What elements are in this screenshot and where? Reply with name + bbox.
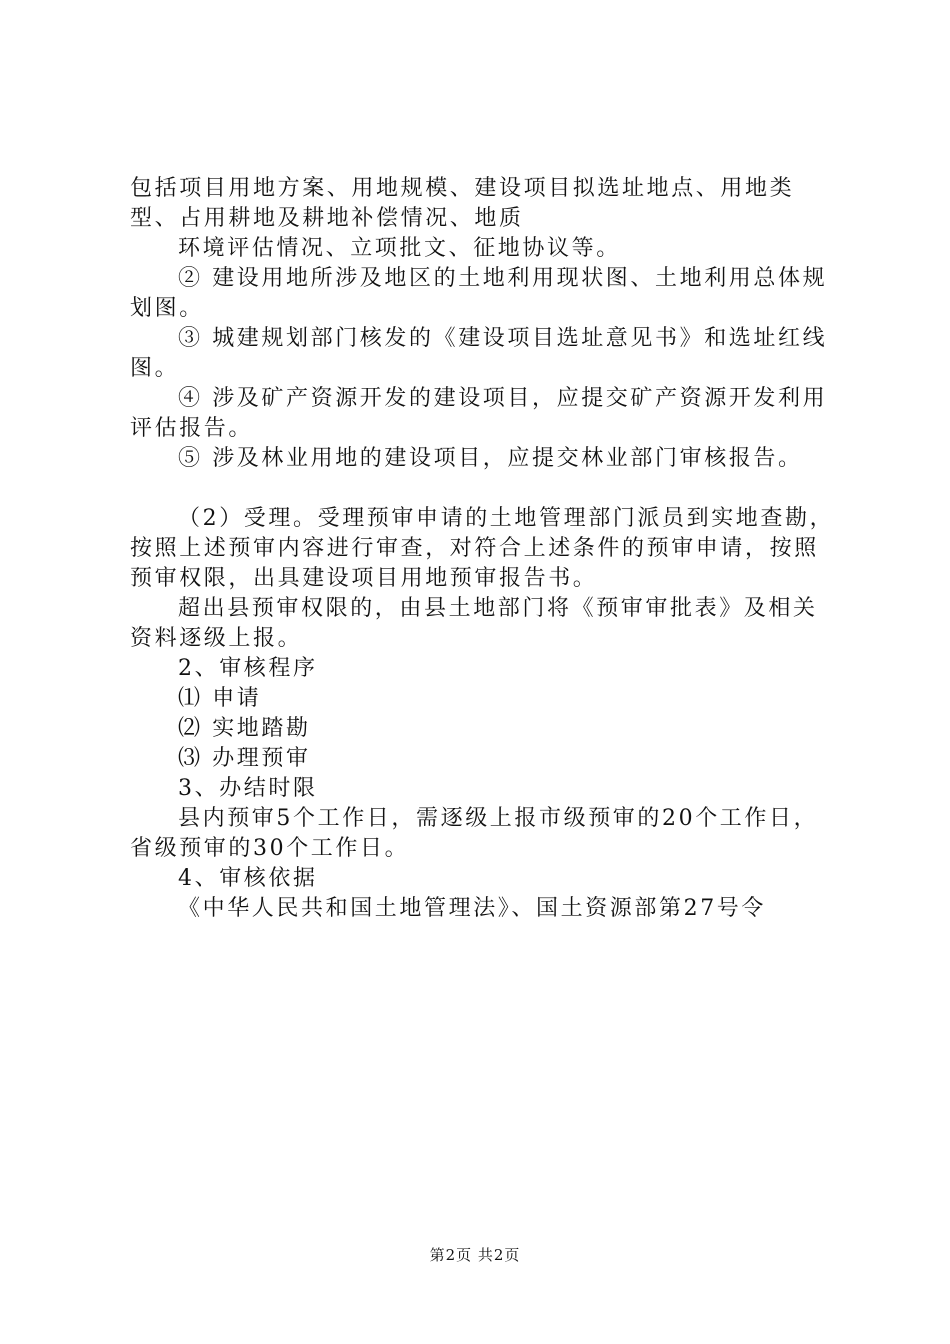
paragraph-item-3: ③ 城建规划部门核发的《建设项目选址意见书》和选址红线图。 xyxy=(130,326,828,381)
paragraph-time-limit: 县内预审5个工作日，需逐级上报市级预审的20个工作日，省级预审的30个工作日。 xyxy=(130,806,819,861)
procedure-step-1: ⑴ 申请 xyxy=(178,686,262,711)
paragraph-acceptance: （2）受理。受理预审申请的土地管理部门派员到实地查勘，按照上述预审内容进行审查，对符合上述条件的预审申请，按照预审权限，出具建设项目用地预审报告书。 xyxy=(130,506,835,591)
document-body xyxy=(130,174,835,924)
paragraph-spacer xyxy=(130,474,835,504)
paragraph-materials-list: 包括项目用地方案、用地规模、建设项目拟选址地点、用地类型、占用耕地及耕地补偿情况、地质 xyxy=(130,176,795,231)
paragraph-materials-list-continued: 环境评估情况、立项批文、征地协议等。 xyxy=(178,236,621,261)
page-number-footer: 第2页 共2页 xyxy=(429,1246,521,1264)
paragraph-item-5: ⑤ 涉及林业用地的建设项目，应提交林业部门审核报告。 xyxy=(178,446,803,471)
paragraph-item-4: ④ 涉及矿产资源开发的建设项目，应提交矿产资源开发利用评估报告。 xyxy=(130,386,828,441)
paragraph-review-basis: 《中华人民共和国土地管理法》、国土资源部第27号令 xyxy=(178,896,766,921)
heading-review-procedure: 2、审核程序 xyxy=(178,656,318,681)
heading-review-basis: 4、审核依据 xyxy=(178,866,318,891)
paragraph-beyond-county: 超出县预审权限的，由县土地部门将《预审审批表》及相关资料逐级上报。 xyxy=(130,596,818,651)
paragraph-item-2: ② 建设用地所涉及地区的土地利用现状图、土地利用总体规划图。 xyxy=(130,266,828,321)
procedure-step-2: ⑵ 实地踏勘 xyxy=(178,716,311,741)
heading-time-limit: 3、办结时限 xyxy=(178,776,318,801)
procedure-step-3: ⑶ 办理预审 xyxy=(178,746,311,771)
